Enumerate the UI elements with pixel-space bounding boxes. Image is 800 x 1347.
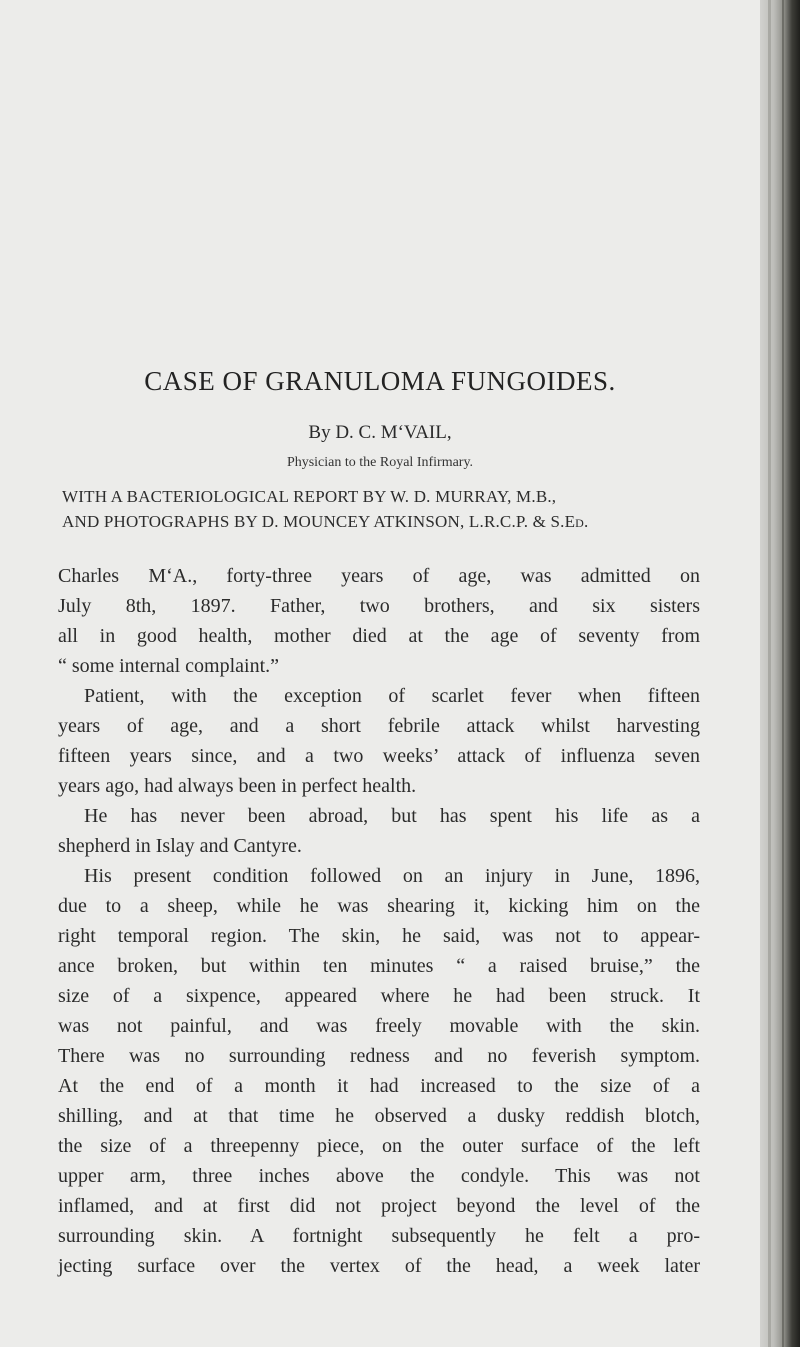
body-text-line: the size of a threepenny piece, on the outer surface of the left xyxy=(58,1135,700,1157)
body-text-line: He has never been abroad, but has spent his life as a xyxy=(84,805,700,827)
report-credit-line: WITH A BACTERIOLOGICAL REPORT BY W. D. MURRAY, M.B., xyxy=(62,487,557,506)
body-text-line: July 8th, 1897. Father, two brothers, and six sisters xyxy=(58,595,700,617)
body-text-line: Patient, with the exception of scarlet fever when fifteen xyxy=(84,685,700,707)
body-text-line: His present condition followed on an injury in June, 1896, xyxy=(84,865,700,887)
body-text-line: due to a sheep, while he was shearing it, kicking him on the xyxy=(58,895,700,917)
body-text-line: “ some internal complaint.” xyxy=(58,655,280,677)
body-text-line: right temporal region. The skin, he said, was not to appear- xyxy=(58,925,700,947)
author-affiliation: Physician to the Royal Infirmary. xyxy=(286,455,474,470)
body-text-line: size of a sixpence, appeared where he had been struck. It xyxy=(58,985,700,1007)
body-text-line: jecting surface over the vertex of the head, a week later xyxy=(58,1255,700,1277)
body-text-line: upper arm, three inches above the condyle. This was not xyxy=(58,1165,700,1187)
body-text-line: shilling, and at that time he observed a dusky reddish blotch, xyxy=(58,1105,700,1127)
body-text-line: years of age, and a short febrile attack whilst harvesting xyxy=(58,715,700,737)
body-text-line: surrounding skin. A fortnight subsequently he felt a pro- xyxy=(58,1225,700,1247)
body-text-line: fifteen years since, and a two weeks’ attack of influenza seven xyxy=(58,745,700,767)
body-text-line: There was no surrounding redness and no feverish symptom. xyxy=(58,1045,700,1067)
body-text-line: At the end of a month it had increased to the size of a xyxy=(58,1075,700,1097)
body-text-line: all in good health, mother died at the age of seventy from xyxy=(58,625,700,647)
book-binding-edge xyxy=(760,0,800,1347)
body-text-line: Charles M‘A., forty-three years of age, was admitted on xyxy=(58,565,700,587)
photo-credit-line: AND PHOTOGRAPHS BY D. MOUNCEY ATKINSON, L.R.C.P. & S.Ed. xyxy=(62,512,589,531)
body-text-line: years ago, had always been in perfect health. xyxy=(58,775,417,797)
body-text-line: inflamed, and at first did not project beyond the level of the xyxy=(58,1195,700,1217)
body-text-line: shepherd in Islay and Cantyre. xyxy=(58,835,302,857)
article-title: CASE OF GRANULOMA FUNGOIDES. xyxy=(144,366,616,396)
author-byline: By D. C. M‘VAIL, xyxy=(308,422,452,443)
body-text-line: ance broken, but within ten minutes “ a raised bruise,” the xyxy=(58,955,700,977)
body-text-line: was not painful, and was freely movable with the skin. xyxy=(58,1015,700,1037)
